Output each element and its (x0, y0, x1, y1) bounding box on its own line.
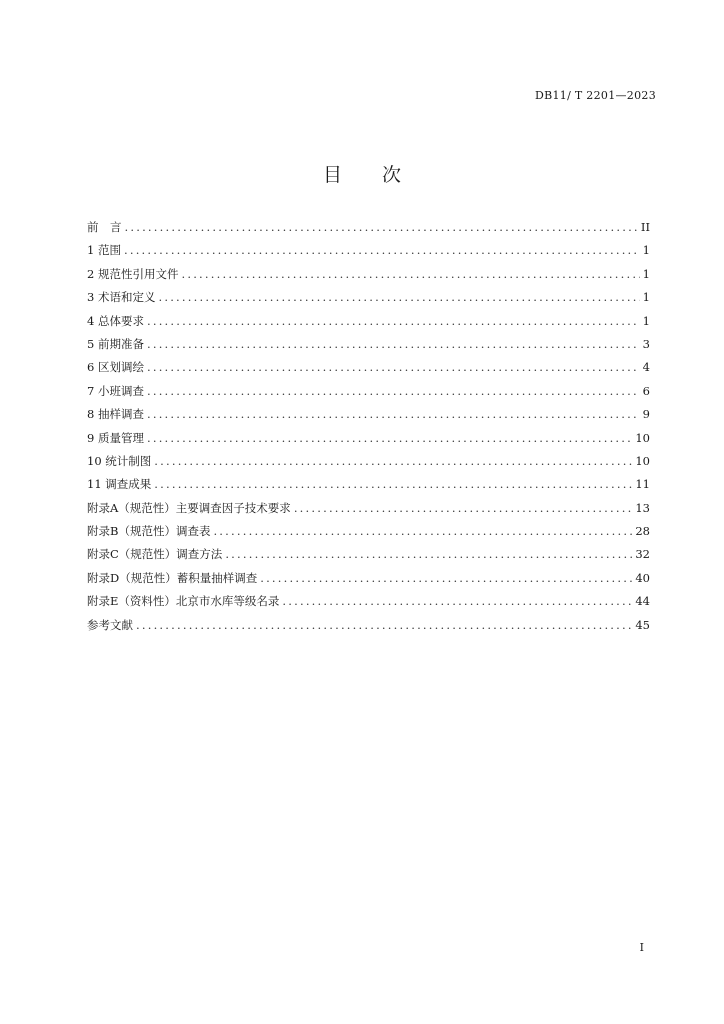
toc-entry-label: 3 术语和定义 (87, 290, 156, 305)
toc-entry-page: 4 (642, 360, 650, 375)
toc-leader-dots (260, 571, 632, 585)
toc-leader-dots (147, 384, 640, 398)
toc-entry-label: 前 言 (87, 220, 122, 234)
toc-entry[interactable] (87, 313, 650, 336)
toc-leader-dots (294, 501, 633, 515)
toc-entry-label: 附录E（资料性）北京市水库等级名录 (87, 594, 280, 609)
toc-entry[interactable] (87, 336, 650, 359)
standard-code: DB11/ T 2201—2023 (534, 89, 656, 102)
toc-entry-label: 8 抽样调查 (87, 407, 144, 422)
toc-entry[interactable] (87, 359, 650, 382)
toc-leader-dots (147, 360, 640, 374)
toc-entry-label: 10 统计制图 (87, 453, 152, 468)
toc-leader-dots (213, 524, 632, 538)
toc-entry[interactable] (87, 593, 650, 616)
title-char-2: 次 (382, 164, 402, 186)
toc-leader-dots (225, 547, 632, 561)
toc-entry-label: 附录A（规范性）主要调查因子技术要求 (87, 500, 291, 515)
toc-entry[interactable] (87, 546, 650, 569)
toc-entry-page: 9 (642, 407, 650, 422)
toc-entry-label: 6 区划调绘 (87, 360, 144, 375)
toc-entry[interactable] (87, 430, 650, 453)
toc-entry-label: 4 总体要求 (87, 313, 144, 328)
toc-leader-dots (124, 243, 640, 257)
toc-leader-dots (147, 431, 632, 445)
toc-entry[interactable] (87, 500, 650, 523)
toc-entry-page: 1 (642, 313, 650, 328)
toc-entry[interactable] (87, 266, 650, 289)
toc-entry-label: 1 范围 (87, 243, 121, 258)
toc-entry-label: 7 小班调查 (87, 383, 144, 398)
toc-entry[interactable] (87, 453, 650, 476)
toc-entry-page: 1 (642, 266, 650, 281)
toc-entry-label: 11 调查成果 (87, 477, 152, 492)
toc-entry-page: 10 (635, 453, 650, 468)
toc-leader-dots (147, 407, 640, 421)
toc-leader-dots (147, 337, 640, 351)
title-char-1: 目 (322, 164, 342, 186)
toc-entry-page: II (640, 220, 650, 234)
toc-entry[interactable] (87, 383, 650, 406)
toc-entry[interactable] (87, 523, 650, 546)
toc-entry-page: 28 (635, 524, 650, 539)
toc-leader-dots (158, 290, 639, 304)
toc-entry[interactable] (87, 289, 650, 312)
toc-entry-label: 附录C（规范性）调查方法 (87, 547, 223, 562)
toc-entry-label: 附录B（规范性）调查表 (87, 524, 211, 539)
toc-entry[interactable] (87, 476, 650, 499)
toc-leader-dots (154, 454, 632, 468)
toc-entry-page: 13 (635, 500, 650, 515)
toc-entry-page: 10 (635, 430, 650, 445)
toc-entry-label: 附录D（规范性）蓄积量抽样调查 (87, 570, 258, 585)
toc-entry-page: 1 (642, 290, 650, 305)
toc-leader-dots (147, 314, 640, 328)
toc-entry-page: 11 (635, 477, 650, 492)
toc-entry-label: 参考文献 (87, 617, 133, 632)
toc-entry-page: 45 (635, 617, 650, 632)
toc-entry-page: 1 (642, 243, 650, 258)
toc-entry[interactable] (87, 242, 650, 265)
toc-entry-label: 9 质量管理 (87, 430, 144, 445)
toc-leader-dots (181, 267, 639, 281)
toc-leader-dots (125, 220, 638, 234)
toc-entry[interactable] (87, 406, 650, 429)
toc-leader-dots (136, 618, 632, 632)
page-title (0, 160, 724, 187)
toc-leader-dots (154, 477, 632, 491)
toc-leader-dots (282, 594, 632, 608)
page-number: I (639, 941, 644, 954)
toc-entry-label: 5 前期准备 (87, 336, 144, 351)
table-of-contents (87, 219, 650, 640)
toc-entry[interactable] (87, 570, 650, 593)
toc-entry[interactable] (87, 617, 650, 640)
toc-entry-label: 2 规范性引用文件 (87, 266, 179, 281)
toc-entry-page: 3 (642, 336, 650, 351)
toc-entry-page: 44 (635, 594, 650, 609)
toc-entry-page: 32 (635, 547, 650, 562)
toc-entry[interactable] (87, 219, 650, 242)
toc-entry-page: 6 (642, 383, 650, 398)
toc-entry-page: 40 (635, 570, 650, 585)
